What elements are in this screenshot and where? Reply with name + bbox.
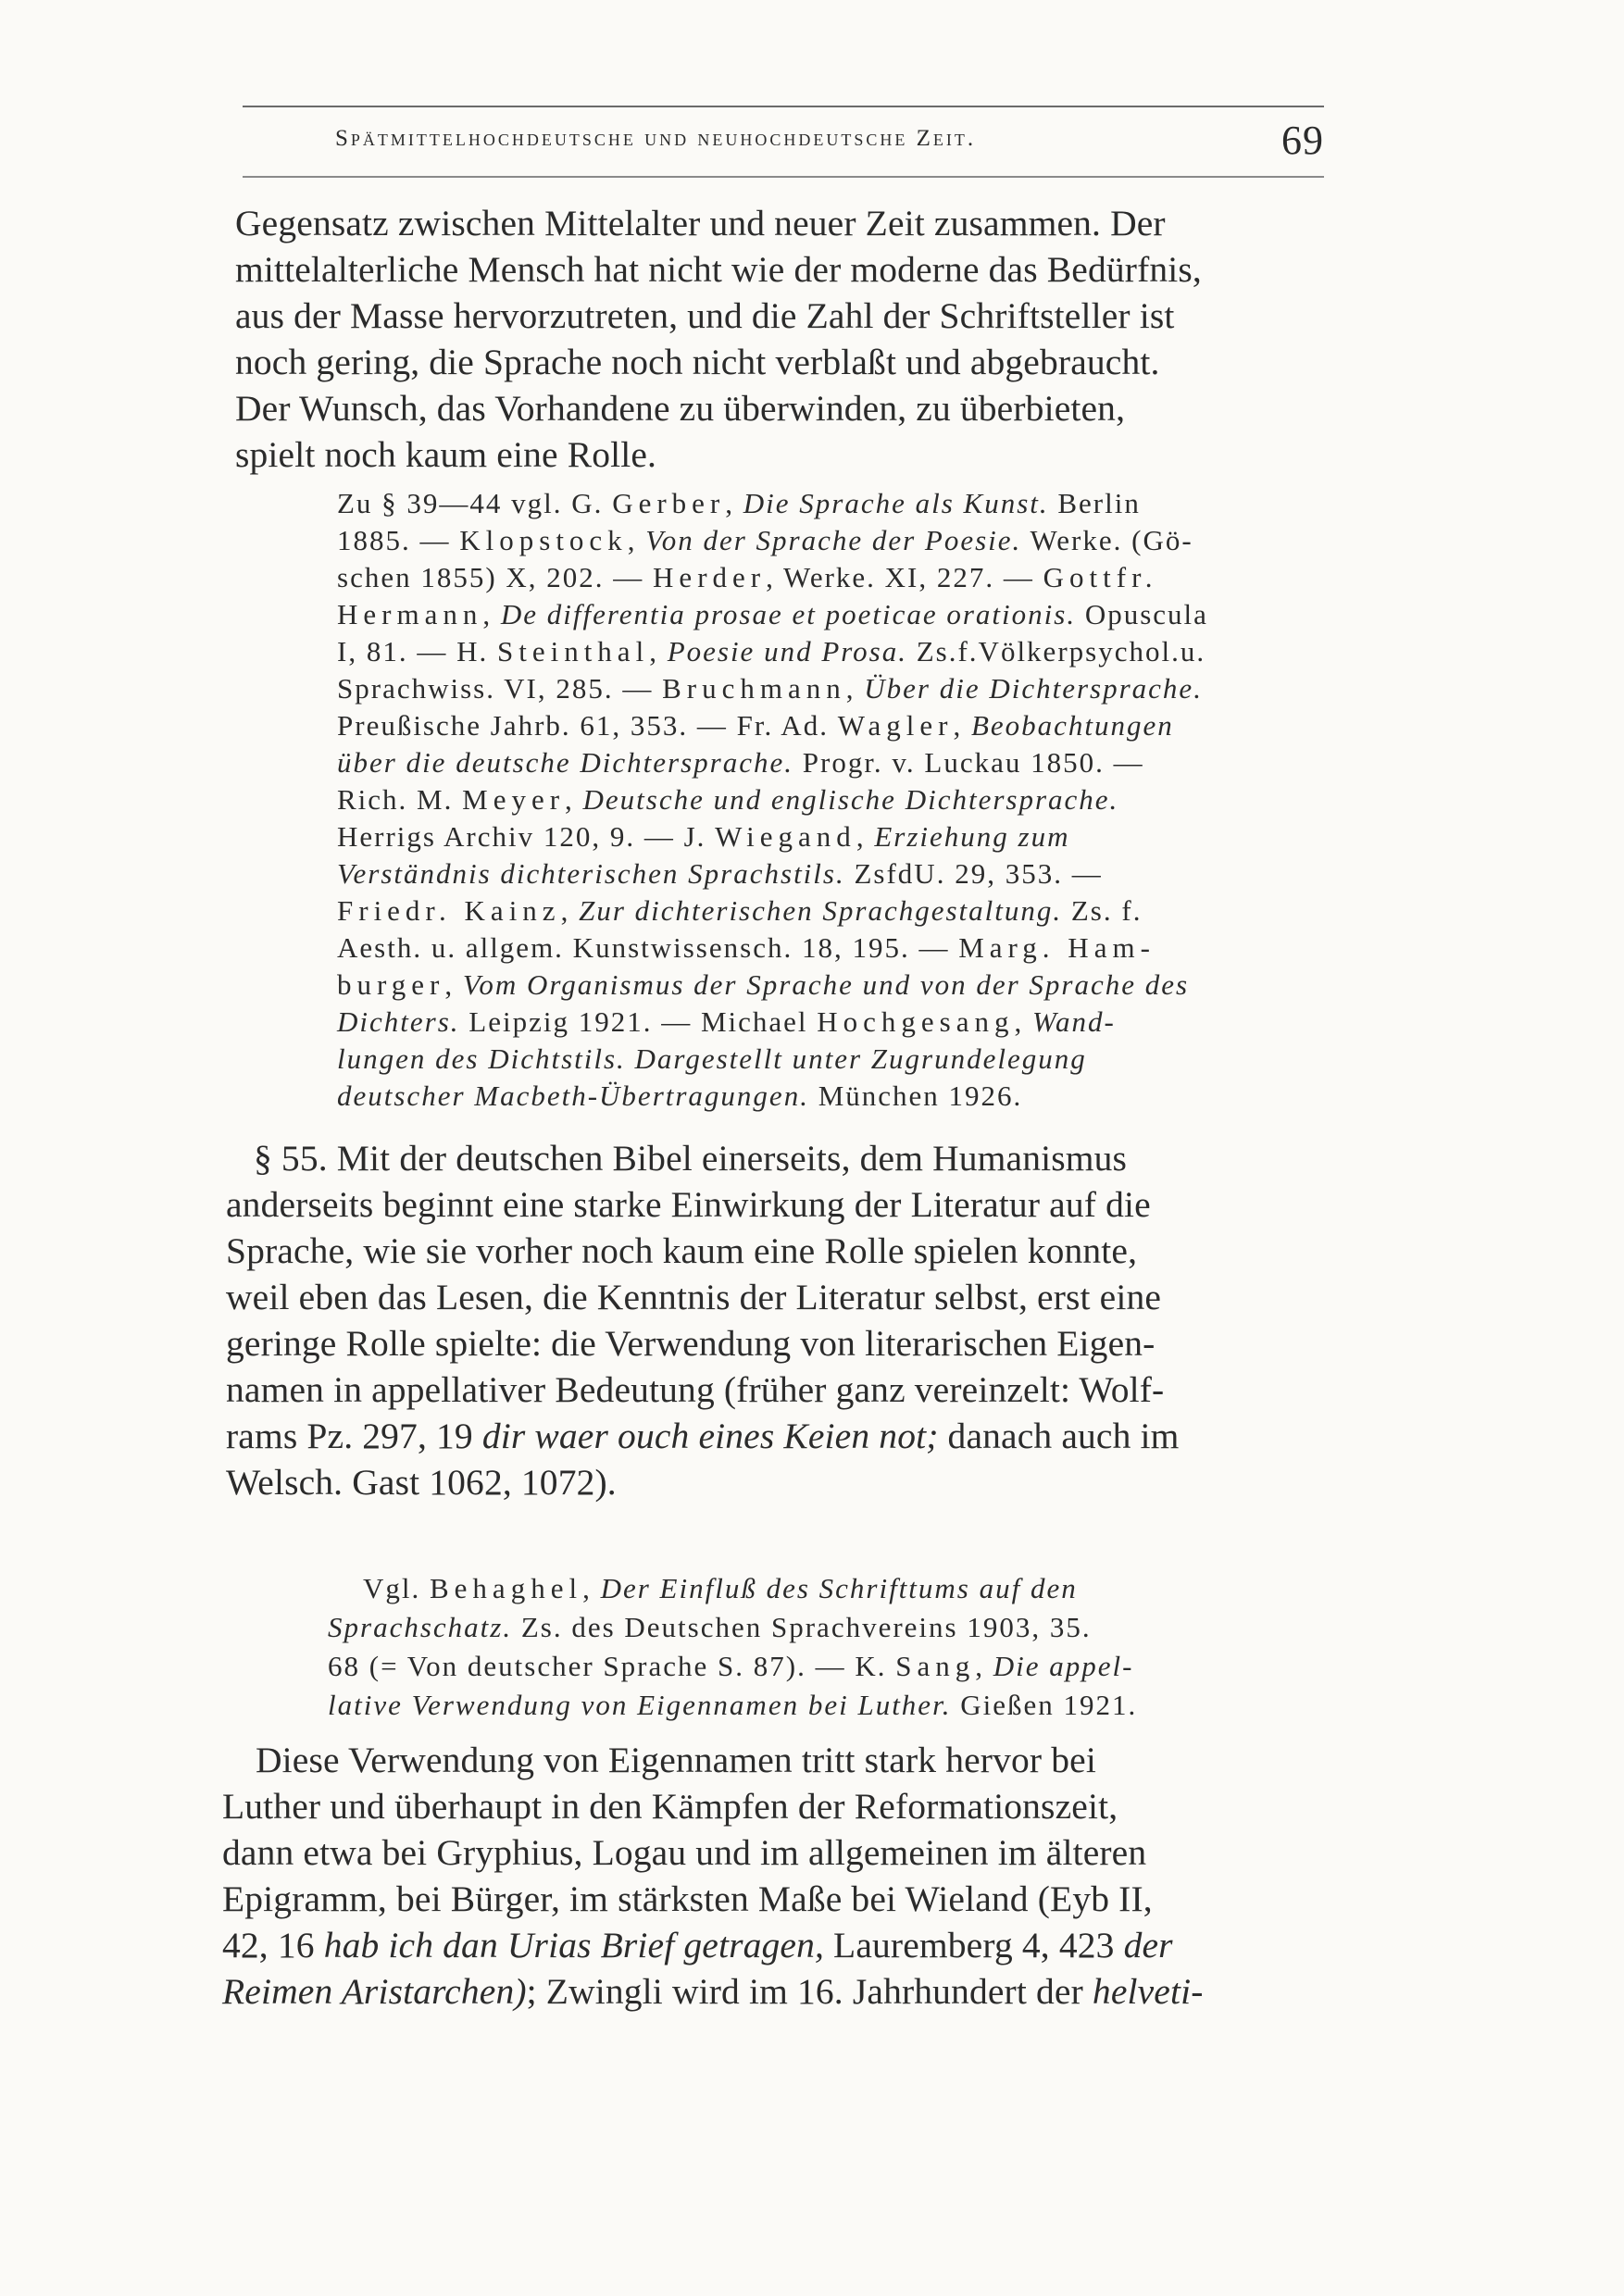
footnote-line bbox=[337, 930, 1317, 967]
text-run: aus der Masse hervorzutreten, und die Zahl der Schriftsteller ist bbox=[235, 295, 1175, 336]
footnote-line bbox=[337, 1004, 1317, 1041]
text-run: schen 1855) X, 202. — bbox=[337, 561, 654, 593]
text-line bbox=[235, 246, 1324, 293]
text-run: , bbox=[627, 524, 646, 556]
text-line bbox=[226, 1413, 1320, 1459]
text-line bbox=[222, 1922, 1317, 1968]
text-run: mittelalterliche Mensch hat nicht wie der moderne das Bedürfnis, bbox=[235, 249, 1202, 290]
text-run: , bbox=[482, 598, 501, 630]
text-run: Luther und überhaupt in den Kämpfen der Reformationszeit, bbox=[222, 1786, 1118, 1827]
text-line bbox=[226, 1320, 1320, 1366]
italic-text: Die Sprache als Kunst. bbox=[743, 487, 1049, 519]
text-line bbox=[235, 431, 656, 478]
footnote-line bbox=[328, 1687, 1307, 1724]
spaced-name: burger bbox=[337, 968, 445, 1001]
italic-text: lungen des Dichtstils. Dargestellt unter Zugrundelegung bbox=[337, 1042, 1087, 1075]
text-run: Der Wunsch, das Vorhandene zu überwinden, zu überbieten, bbox=[235, 388, 1126, 429]
spaced-name: Meyer bbox=[462, 783, 566, 816]
text-line bbox=[226, 1459, 617, 1505]
spaced-name: Hermann bbox=[337, 598, 483, 630]
text-run: , bbox=[560, 894, 580, 927]
spaced-name: Steinthal bbox=[496, 635, 650, 668]
spaced-name: Wiegand bbox=[715, 820, 856, 853]
italic-text: Reimen Aristarchen) bbox=[222, 1971, 527, 2012]
italic-text: Beobachtungen bbox=[970, 709, 1174, 742]
spaced-name: Herder bbox=[653, 561, 767, 593]
text-line bbox=[254, 1135, 1320, 1181]
footnote-line bbox=[328, 1609, 1307, 1646]
footnote-line bbox=[337, 744, 1317, 781]
footnote-line bbox=[337, 892, 1317, 930]
footnote-line bbox=[337, 522, 1317, 559]
italic-text: deutscher Macbeth-Übertragungen. bbox=[337, 1079, 809, 1112]
footnote-line bbox=[337, 1078, 1022, 1115]
text-run: § 55. Mit der deutschen Bibel einerseits, dem Humanismus bbox=[254, 1138, 1128, 1179]
italic-text: Poesie und Prosa. bbox=[667, 635, 907, 668]
footnote-line bbox=[337, 1041, 1317, 1078]
italic-text: Vom Organismus der Sprache und von der Sprache des bbox=[462, 968, 1190, 1001]
footnote-line bbox=[337, 818, 1317, 855]
italic-text: helveti- bbox=[1092, 1971, 1204, 2012]
text-run: Gießen 1921. bbox=[951, 1689, 1138, 1721]
text-line bbox=[222, 1968, 1317, 2015]
running-title: Spätmittelhochdeutsche und neuhochdeutsche Zeit. bbox=[335, 126, 977, 151]
spaced-name: Marg. Ham- bbox=[958, 931, 1156, 964]
footnote-line bbox=[337, 781, 1317, 818]
text-run: namen in appellativer Bedeutung (früher ganz vereinzelt: Wolf- bbox=[226, 1369, 1165, 1410]
text-line bbox=[235, 385, 1324, 431]
text-run: Diese Verwendung von Eigennamen tritt stark hervor bei bbox=[256, 1740, 1096, 1780]
italic-text: hab ich dan Urias Brief getragen, bbox=[323, 1925, 825, 1965]
text-line bbox=[235, 339, 1324, 385]
text-run: Lauremberg 4, 423 bbox=[824, 1925, 1124, 1965]
text-run: , bbox=[444, 968, 463, 1001]
italic-text: der bbox=[1123, 1925, 1173, 1965]
spaced-name: Friedr. Kainz bbox=[337, 894, 561, 927]
text-line bbox=[226, 1181, 1320, 1228]
footnote-line bbox=[337, 855, 1317, 892]
text-run: Zs.f.Völkerpsychol.u. bbox=[906, 635, 1206, 668]
italic-text: Dichters. bbox=[337, 1005, 460, 1038]
text-run: Opuscula bbox=[1076, 598, 1208, 630]
text-run: ; Zwingli wird im 16. Jahrhundert der bbox=[526, 1971, 1093, 2012]
text-run: weil eben das Lesen, die Kenntnis der Literatur selbst, erst eine bbox=[226, 1277, 1162, 1317]
italic-text: Verständnis dichterischen Sprachstils. bbox=[337, 857, 845, 890]
footnote-line bbox=[337, 485, 1317, 522]
text-run: Herrigs Archiv 120, 9. — J. bbox=[337, 820, 716, 853]
text-run: ZsfdU. 29, 353. — bbox=[844, 857, 1103, 890]
text-run: dann etwa bei Gryphius, Logau und im allgemeinen im älteren bbox=[222, 1832, 1147, 1873]
spaced-name: Hochgesang bbox=[817, 1005, 1015, 1038]
italic-text: lative Verwendung von Eigennamen bei Luther. bbox=[328, 1689, 952, 1721]
spaced-name: Behaghel bbox=[430, 1572, 583, 1604]
footnote-line bbox=[328, 1648, 1307, 1685]
footnote-line bbox=[337, 967, 1317, 1004]
italic-text: Über die Dichtersprache. bbox=[864, 672, 1203, 705]
text-run: Aesth. u. allgem. Kunstwissensch. 18, 195. — bbox=[337, 931, 959, 964]
text-run: 42, 16 bbox=[222, 1925, 324, 1965]
text-run: Progr. v. Luckau 1850. — bbox=[793, 746, 1144, 779]
page-number: 69 bbox=[1281, 118, 1324, 163]
text-run: 1885. — bbox=[337, 524, 460, 556]
text-run: anderseits beginnt eine starke Einwirkung der Literatur auf die bbox=[226, 1184, 1151, 1225]
spaced-name: Gerber bbox=[612, 487, 726, 519]
running-head bbox=[335, 117, 1324, 168]
text-run: , bbox=[845, 672, 865, 705]
text-run: Sprache, wie sie vorher noch kaum eine Rolle spielen konnte, bbox=[226, 1230, 1138, 1271]
footnote-line bbox=[337, 707, 1317, 744]
text-line bbox=[222, 1876, 1317, 1922]
text-run: , bbox=[582, 1572, 601, 1604]
italic-text: De differentia prosae et poeticae orationis. bbox=[500, 598, 1077, 630]
header-top-rule bbox=[243, 106, 1324, 107]
text-run: spielt noch kaum eine Rolle. bbox=[235, 434, 657, 475]
text-run: Zs. f. bbox=[1062, 894, 1143, 927]
spaced-name: Bruchmann bbox=[662, 672, 846, 705]
footnote-line bbox=[337, 670, 1317, 707]
text-line bbox=[235, 200, 1324, 246]
text-run: 68 (= Von deutscher Sprache S. 87). — K. bbox=[328, 1650, 896, 1682]
text-run: Epigramm, bei Bürger, im stärksten Maße bei Wieland (Eyb II, bbox=[222, 1878, 1153, 1919]
text-run: München 1926. bbox=[808, 1079, 1023, 1112]
footnote-line bbox=[337, 559, 1317, 596]
text-line bbox=[222, 1783, 1317, 1829]
footnote-line bbox=[337, 633, 1317, 670]
text-run: , bbox=[975, 1650, 993, 1682]
italic-text: Deutsche und englische Dichtersprache. bbox=[582, 783, 1119, 816]
italic-text: dir waer ouch eines Keien not; bbox=[481, 1416, 939, 1456]
text-run: Werke. (Gö- bbox=[1021, 524, 1193, 556]
text-run: , Werke. XI, 227. — bbox=[766, 561, 1043, 593]
text-run: Rich. M. bbox=[337, 783, 463, 816]
text-run: Welsch. Gast 1062, 1072). bbox=[226, 1462, 617, 1503]
italic-text: Wand- bbox=[1032, 1005, 1116, 1038]
footnote-line bbox=[337, 596, 1317, 633]
text-run: Zu § 39—44 vgl. G. bbox=[337, 487, 613, 519]
header-bottom-rule bbox=[243, 176, 1324, 178]
spaced-name: Klopstock bbox=[459, 524, 628, 556]
italic-text: Von der Sprache der Poesie. bbox=[645, 524, 1022, 556]
text-run: , bbox=[565, 783, 583, 816]
text-run: , bbox=[856, 820, 875, 853]
text-run: Gegensatz zwischen Mittelalter und neuer Zeit zusammen. Der bbox=[235, 203, 1166, 243]
italic-text: Die appel- bbox=[993, 1650, 1134, 1682]
italic-text: Erziehung zum bbox=[874, 820, 1070, 853]
text-run: I, 81. — H. bbox=[337, 635, 497, 668]
italic-text: Sprachschatz. bbox=[328, 1611, 513, 1643]
spaced-name: Gottfr. bbox=[1043, 561, 1158, 593]
spaced-name: Wagler bbox=[837, 709, 954, 742]
text-line bbox=[226, 1228, 1320, 1274]
italic-text: Zur dichterischen Sprachgestaltung. bbox=[579, 894, 1063, 927]
text-line bbox=[256, 1737, 1317, 1783]
text-run: , bbox=[953, 709, 971, 742]
text-line bbox=[222, 1829, 1317, 1876]
text-line bbox=[235, 293, 1324, 339]
text-run: , bbox=[725, 487, 743, 519]
text-run: Sprachwiss. VI, 285. — bbox=[337, 672, 663, 705]
text-run: Preußische Jahrb. 61, 353. — Fr. Ad. bbox=[337, 709, 838, 742]
italic-text: über die deutsche Dichtersprache. bbox=[337, 746, 793, 779]
text-run: Leipzig 1921. — Michael bbox=[459, 1005, 818, 1038]
text-run: , bbox=[649, 635, 668, 668]
text-run: Berlin bbox=[1048, 487, 1141, 519]
text-run: , bbox=[1014, 1005, 1032, 1038]
text-line bbox=[226, 1274, 1320, 1320]
text-run: rams Pz. 297, 19 bbox=[226, 1416, 482, 1456]
text-run: noch gering, die Sprache noch nicht verblaßt und abgebraucht. bbox=[235, 342, 1160, 382]
spaced-name: Sang bbox=[895, 1650, 976, 1682]
text-run: Vgl. bbox=[363, 1572, 430, 1604]
footnote-line bbox=[363, 1570, 1307, 1607]
text-run: Zs. des Deutschen Sprachvereins 1903, 35. bbox=[512, 1611, 1092, 1643]
text-run: geringe Rolle spielte: die Verwendung von literarischen Eigen- bbox=[226, 1323, 1156, 1364]
text-line bbox=[226, 1366, 1320, 1413]
text-run: danach auch im bbox=[938, 1416, 1180, 1456]
italic-text: Der Einfluß des Schrifttums auf den bbox=[600, 1572, 1078, 1604]
